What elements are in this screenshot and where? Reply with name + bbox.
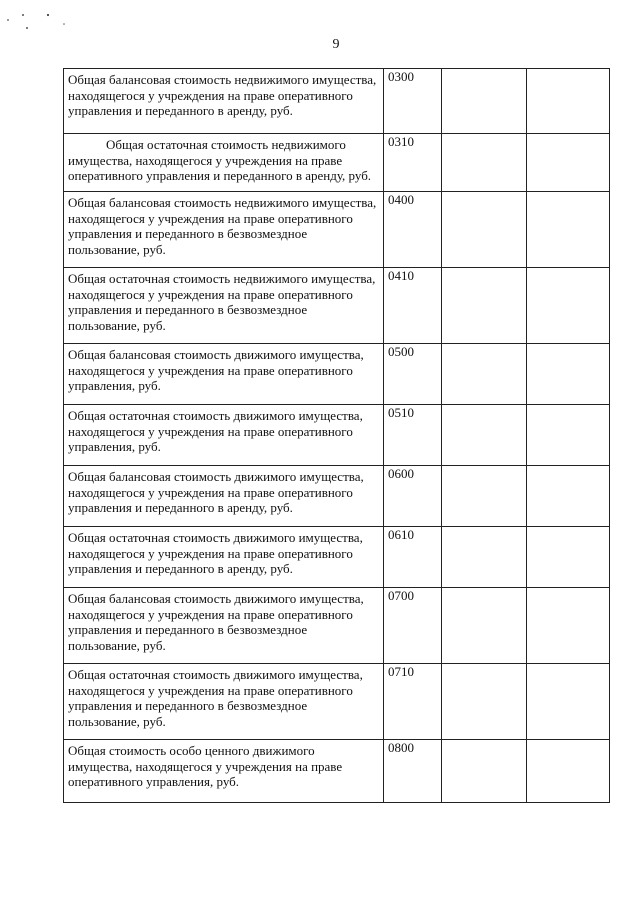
- description-cell: [64, 268, 384, 344]
- scan-specks: [6, 10, 76, 40]
- code-cell: [384, 405, 442, 466]
- row-description: Общая стоимость особо ценного движимого имущества, находящегося у учреждения на праве оперативного управления, руб.: [68, 743, 343, 789]
- value-cell: [442, 405, 527, 466]
- row-code: 0610: [388, 527, 414, 542]
- value-cell: [527, 466, 610, 527]
- table-row: [64, 268, 610, 344]
- row-description: Общая остаточная стоимость движимого имущества, находящегося у учреждения на праве оперативного управления, руб.: [68, 408, 363, 454]
- description-cell: [64, 664, 384, 740]
- value-cell: [527, 134, 610, 192]
- row-code: 0700: [388, 588, 414, 603]
- row-description: Общая балансовая стоимость движимого имущества, находящегося у учреждения на праве оперативного управления, руб.: [68, 347, 364, 393]
- value-cell: [442, 344, 527, 405]
- value-cell: [442, 466, 527, 527]
- description-cell: [64, 740, 384, 803]
- code-cell: [384, 664, 442, 740]
- page-number: 9: [332, 37, 340, 52]
- row-description: Общая остаточная стоимость движимого имущества, находящегося у учреждения на праве оперативного управления и переданного в аренду, руб.: [68, 530, 363, 576]
- value-cell: [527, 405, 610, 466]
- description-cell: [64, 134, 384, 192]
- row-description: Общая балансовая стоимость недвижимого имущества, находящегося у учреждения на праве оперативного управления и переданного в аренду, руб.: [68, 72, 377, 118]
- row-code: 0710: [388, 664, 414, 679]
- table-row: [64, 664, 610, 740]
- table-row: [64, 192, 610, 268]
- description-cell: [64, 588, 384, 664]
- value-cell: [527, 527, 610, 588]
- value-cell: [527, 344, 610, 405]
- value-cell: [527, 192, 610, 268]
- description-cell: [64, 192, 384, 268]
- code-cell: [384, 268, 442, 344]
- description-cell: [64, 527, 384, 588]
- table-row: [64, 405, 610, 466]
- code-cell: [384, 740, 442, 803]
- table-row: [64, 134, 610, 192]
- value-cell: [442, 588, 527, 664]
- row-description: Общая остаточная стоимость недвижимого имущества, находящегося у учреждения на праве оперативного управления и переданного в безвозмездное пользование, руб.: [68, 271, 376, 333]
- value-cell: [442, 134, 527, 192]
- table-row: [64, 740, 610, 803]
- row-code: 0310: [388, 134, 414, 149]
- value-cell: [527, 69, 610, 134]
- table-row: [64, 588, 610, 664]
- value-cell: [442, 527, 527, 588]
- row-description: Общая остаточная стоимость недвижимого имущества, находящегося у учреждения на праве оперативного управления и переданного в аренду, руб.: [68, 137, 372, 183]
- table-row: [64, 344, 610, 405]
- table-row: [64, 69, 610, 134]
- value-cell: [527, 664, 610, 740]
- value-cell: [442, 664, 527, 740]
- code-cell: [384, 466, 442, 527]
- table-row: [64, 466, 610, 527]
- code-cell: [384, 344, 442, 405]
- code-cell: [384, 69, 442, 134]
- value-cell: [527, 588, 610, 664]
- row-description: Общая остаточная стоимость движимого имущества, находящегося у учреждения на праве оперативного управления и переданного в безвозмездное пользование, руб.: [68, 667, 363, 729]
- value-cell: [527, 268, 610, 344]
- table-row: [64, 527, 610, 588]
- row-code: 0300: [388, 69, 414, 84]
- property-value-table: [63, 68, 610, 803]
- code-cell: [384, 134, 442, 192]
- row-description: Общая балансовая стоимость недвижимого имущества, находящегося у учреждения на праве оперативного управления и переданного в безвозмездное пользование, руб.: [68, 195, 377, 257]
- description-cell: [64, 466, 384, 527]
- value-cell: [442, 69, 527, 134]
- row-code: 0800: [388, 740, 414, 755]
- value-cell: [442, 740, 527, 803]
- value-cell: [442, 192, 527, 268]
- row-code: 0400: [388, 192, 414, 207]
- description-cell: [64, 69, 384, 134]
- row-code: 0600: [388, 466, 414, 481]
- description-cell: [64, 405, 384, 466]
- row-code: 0510: [388, 405, 414, 420]
- description-cell: [64, 344, 384, 405]
- code-cell: [384, 192, 442, 268]
- row-code: 0410: [388, 268, 414, 283]
- value-cell: [442, 268, 527, 344]
- row-description: Общая балансовая стоимость движимого имущества, находящегося у учреждения на праве оперативного управления и переданного в аренду, руб.: [68, 469, 364, 515]
- value-cell: [527, 740, 610, 803]
- row-code: 0500: [388, 344, 414, 359]
- code-cell: [384, 588, 442, 664]
- code-cell: [384, 527, 442, 588]
- row-description: Общая балансовая стоимость движимого имущества, находящегося у учреждения на праве оперативного управления и переданного в безвозмездное пользование, руб.: [68, 591, 364, 653]
